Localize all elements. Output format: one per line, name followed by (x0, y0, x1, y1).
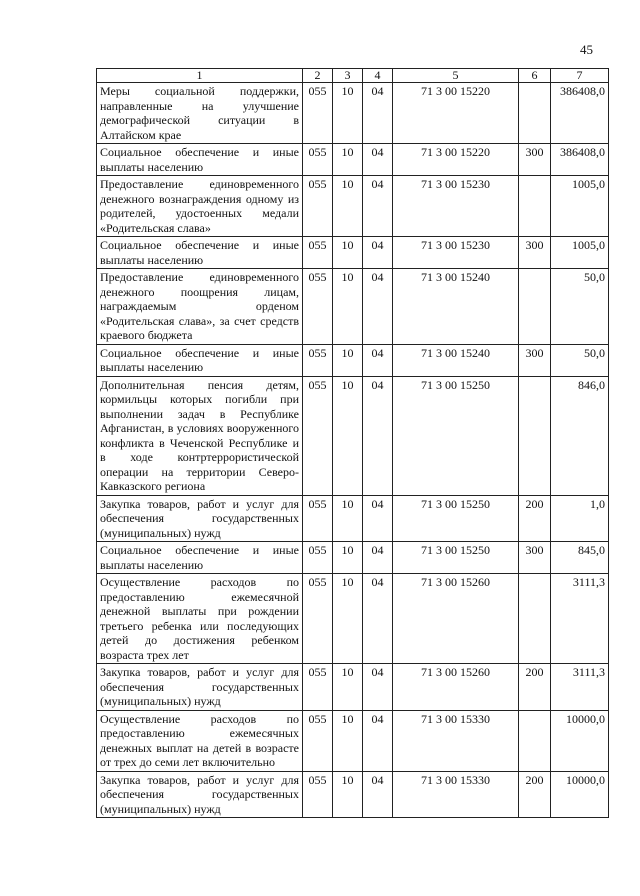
table-row (97, 495, 609, 542)
amount-cell: 3111,3 (551, 574, 609, 664)
subsection-cell: 04 (363, 176, 393, 237)
table-row (97, 83, 609, 144)
section-cell: 10 (333, 269, 363, 345)
table-row (97, 771, 609, 818)
target-article-cell: 71 3 00 15240 (393, 269, 519, 345)
table-row (97, 144, 609, 176)
admin-code-cell: 055 (303, 144, 333, 176)
row-name-cell: Закупка товаров, работ и услуг для обеспечения государственных (муниципальных) нужд (97, 664, 303, 711)
section-cell: 10 (333, 542, 363, 574)
table-row (97, 269, 609, 345)
admin-code-cell: 055 (303, 710, 333, 771)
amount-cell: 386408,0 (551, 144, 609, 176)
row-name-cell: Закупка товаров, работ и услуг для обеспечения государственных (муниципальных) нужд (97, 495, 303, 542)
target-article-cell: 71 3 00 15220 (393, 144, 519, 176)
section-cell: 10 (333, 144, 363, 176)
column-header: 5 (393, 69, 519, 83)
table-row (97, 237, 609, 269)
amount-cell: 50,0 (551, 344, 609, 376)
expense-type-cell (519, 376, 551, 495)
subsection-cell: 04 (363, 495, 393, 542)
amount-cell: 846,0 (551, 376, 609, 495)
target-article-cell: 71 3 00 15330 (393, 710, 519, 771)
section-cell: 10 (333, 237, 363, 269)
subsection-cell: 04 (363, 664, 393, 711)
admin-code-cell: 055 (303, 495, 333, 542)
column-header: 1 (97, 69, 303, 83)
column-header: 7 (551, 69, 609, 83)
table-row (97, 344, 609, 376)
column-header: 6 (519, 69, 551, 83)
table-row (97, 574, 609, 664)
target-article-cell: 71 3 00 15250 (393, 542, 519, 574)
row-name-cell: Осуществление расходов по предоставлению ежемесячных денежных выплат на детей в возрасте от трех до семи лет включительно (97, 710, 303, 771)
table-row (97, 664, 609, 711)
row-name-cell: Предоставление единовременного денежного вознаграждения одному из родителей, удостоенных медали «Родительская слава» (97, 176, 303, 237)
amount-cell: 1,0 (551, 495, 609, 542)
expense-type-cell: 200 (519, 495, 551, 542)
row-name-cell: Осуществление расходов по предоставлению ежемесячной денежной выплаты при рождении третьего ребенка или последующих детей до достижения ребенком возраста трех лет (97, 574, 303, 664)
amount-cell: 845,0 (551, 542, 609, 574)
amount-cell: 50,0 (551, 269, 609, 345)
row-name-cell: Предоставление единовременного денежного поощрения лицам, награждаемым орденом «Родительская слава», за счет средств краевого бюджета (97, 269, 303, 345)
expense-type-cell (519, 574, 551, 664)
subsection-cell: 04 (363, 771, 393, 818)
subsection-cell: 04 (363, 376, 393, 495)
admin-code-cell: 055 (303, 176, 333, 237)
section-cell: 10 (333, 710, 363, 771)
subsection-cell: 04 (363, 344, 393, 376)
admin-code-cell: 055 (303, 83, 333, 144)
header-row (97, 69, 609, 83)
amount-cell: 10000,0 (551, 710, 609, 771)
section-cell: 10 (333, 771, 363, 818)
row-name-cell: Закупка товаров, работ и услуг для обеспечения государственных (муниципальных) нужд (97, 771, 303, 818)
row-name-cell: Социальное обеспечение и иные выплаты населению (97, 542, 303, 574)
target-article-cell: 71 3 00 15260 (393, 664, 519, 711)
amount-cell: 3111,3 (551, 664, 609, 711)
column-header: 2 (303, 69, 333, 83)
target-article-cell: 71 3 00 15330 (393, 771, 519, 818)
section-cell: 10 (333, 344, 363, 376)
admin-code-cell: 055 (303, 542, 333, 574)
expense-type-cell (519, 269, 551, 345)
page-number: 45 (580, 42, 593, 57)
subsection-cell: 04 (363, 269, 393, 345)
admin-code-cell: 055 (303, 771, 333, 818)
target-article-cell: 71 3 00 15240 (393, 344, 519, 376)
section-cell: 10 (333, 376, 363, 495)
row-name-cell: Меры социальной поддержки, направленные на улучшение демографической ситуации в Алтайском крае (97, 83, 303, 144)
target-article-cell: 71 3 00 15230 (393, 237, 519, 269)
subsection-cell: 04 (363, 144, 393, 176)
target-article-cell: 71 3 00 15260 (393, 574, 519, 664)
amount-cell: 1005,0 (551, 176, 609, 237)
section-cell: 10 (333, 83, 363, 144)
subsection-cell: 04 (363, 574, 393, 664)
column-header: 3 (333, 69, 363, 83)
subsection-cell: 04 (363, 83, 393, 144)
table-row (97, 376, 609, 495)
expense-type-cell: 300 (519, 237, 551, 269)
admin-code-cell: 055 (303, 237, 333, 269)
expense-type-cell (519, 710, 551, 771)
section-cell: 10 (333, 495, 363, 542)
admin-code-cell: 055 (303, 269, 333, 345)
target-article-cell: 71 3 00 15220 (393, 83, 519, 144)
amount-cell: 1005,0 (551, 237, 609, 269)
column-header: 4 (363, 69, 393, 83)
budget-table (96, 68, 609, 818)
amount-cell: 10000,0 (551, 771, 609, 818)
row-name-cell: Социальное обеспечение и иные выплаты населению (97, 237, 303, 269)
admin-code-cell: 055 (303, 376, 333, 495)
expense-type-cell (519, 176, 551, 237)
section-cell: 10 (333, 176, 363, 237)
admin-code-cell: 055 (303, 344, 333, 376)
table-row (97, 542, 609, 574)
expense-type-cell: 300 (519, 144, 551, 176)
section-cell: 10 (333, 664, 363, 711)
expense-type-cell: 300 (519, 344, 551, 376)
admin-code-cell: 055 (303, 574, 333, 664)
amount-cell: 386408,0 (551, 83, 609, 144)
row-name-cell: Социальное обеспечение и иные выплаты населению (97, 344, 303, 376)
subsection-cell: 04 (363, 542, 393, 574)
subsection-cell: 04 (363, 710, 393, 771)
section-cell: 10 (333, 574, 363, 664)
expense-type-cell: 200 (519, 664, 551, 711)
table-row (97, 176, 609, 237)
table-row (97, 710, 609, 771)
expense-type-cell: 200 (519, 771, 551, 818)
subsection-cell: 04 (363, 237, 393, 269)
expense-type-cell (519, 83, 551, 144)
row-name-cell: Дополнительная пенсия детям, кормильцы которых погибли при выполнении задач в Республике Афганистан, в условиях вооруженного конфликта в Чеченской Республике и в ходе контртеррористической операции на территории Северо-Кавказского региона (97, 376, 303, 495)
target-article-cell: 71 3 00 15250 (393, 495, 519, 542)
row-name-cell: Социальное обеспечение и иные выплаты населению (97, 144, 303, 176)
expense-type-cell: 300 (519, 542, 551, 574)
target-article-cell: 71 3 00 15230 (393, 176, 519, 237)
target-article-cell: 71 3 00 15250 (393, 376, 519, 495)
admin-code-cell: 055 (303, 664, 333, 711)
